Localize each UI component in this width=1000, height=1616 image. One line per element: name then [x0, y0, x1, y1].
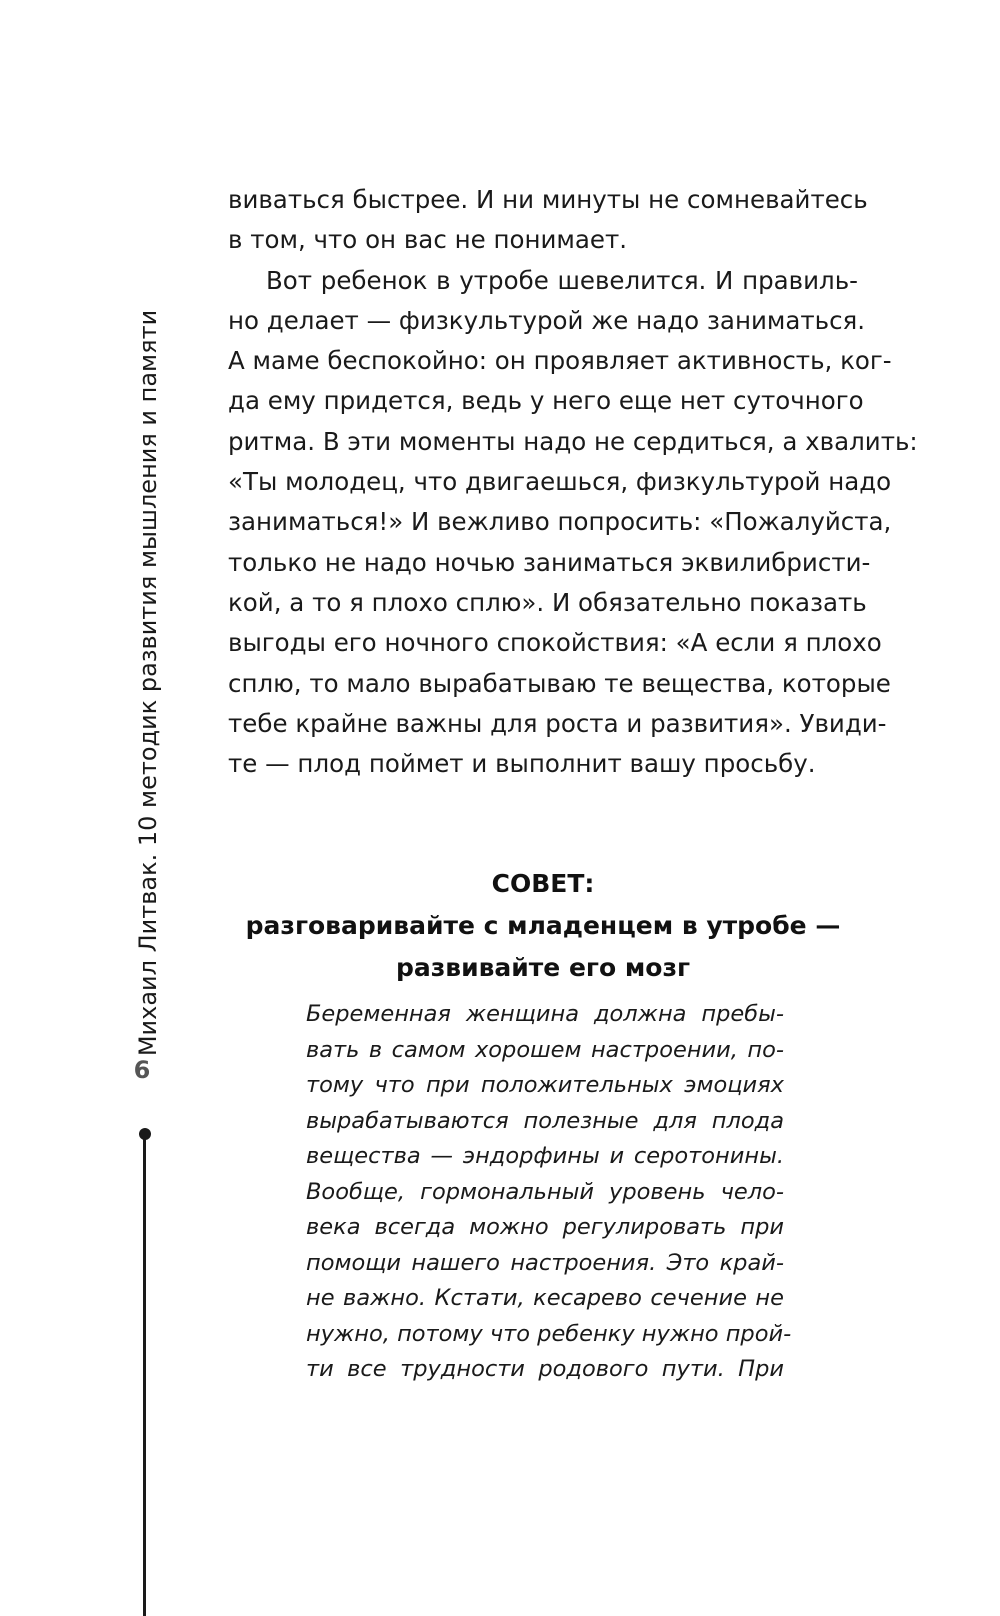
advice-heading-line: разговаривайте с младенцем в утробе — [245, 911, 841, 940]
advice-line: века всегда можно регулировать при [306, 1214, 784, 1240]
text-line: сплю, то мало вырабатываю те вещества, которые [228, 668, 891, 698]
text-line: но делает — физкультурой же надо заниматься. [228, 305, 866, 335]
text-line: А маме беспокойно: он проявляет активность, ког- [228, 346, 892, 376]
text-line: ритма. В эти моменты надо не сердиться, а хвалить: [228, 426, 918, 456]
advice-heading-line: развивайте его мозг [395, 953, 691, 982]
advice-line: нужно, потому что ребенку нужно прой- [306, 1320, 792, 1347]
paragraph [228, 261, 918, 785]
main-text [228, 180, 918, 784]
advice-line: вещества — эндорфины и серотонины. [306, 1143, 784, 1169]
advice-line: вать в самом хорошем настроении, по- [306, 1036, 784, 1063]
advice-text [306, 997, 792, 1388]
advice-line: тому что при положительных эмоциях [306, 1072, 784, 1098]
advice-line: не важно. Кстати, кесарево сечение не [306, 1285, 784, 1311]
text-line: кой, а то я плохо сплю». И обязательно показать [228, 587, 867, 617]
text-line: в том, что он вас не понимает. [228, 225, 628, 255]
text-line: те — плод поймет и выполнит вашу просьбу. [228, 749, 816, 779]
advice-line: ти все трудности родового пути. При [306, 1356, 784, 1382]
advice-line: Вообще, гормональный уровень чело- [306, 1178, 784, 1205]
advice-line: вырабатываются полезные для плода [306, 1107, 784, 1134]
text-line: тебе крайне важны для роста и развития». Увиди- [228, 708, 887, 738]
advice-line: Беременная женщина должна пребы- [306, 1001, 784, 1027]
text-line: виваться быстрее. И ни минуты не сомневайтесь [228, 185, 868, 214]
advice-line: помощи нашего настроения. Это край- [306, 1249, 784, 1276]
text-line: выгоды его ночного спокойствия: «А если я плохо [228, 628, 882, 658]
text-line: только не надо ночью заниматься эквилибристи- [228, 547, 871, 577]
text-line: Вот ребенок в утробе шевелится. И правиль- [266, 265, 858, 295]
text-line: да ему придется, ведь у него еще нет суточного [228, 386, 864, 416]
margin-rule-line [143, 1134, 146, 1616]
text-line: заниматься!» И вежливо попросить: «Пожалуйста, [228, 507, 892, 537]
paragraph [228, 180, 868, 261]
advice-heading [228, 863, 858, 989]
running-header-text: Михаил Литвак. 10 методик развития мышления и памяти [134, 309, 162, 1057]
advice-heading-label: СОВЕТ: [491, 869, 595, 898]
page-number: 6 [133, 1056, 151, 1084]
text-line: «Ты молодец, что двигаешься, физкультурой надо [228, 467, 892, 497]
